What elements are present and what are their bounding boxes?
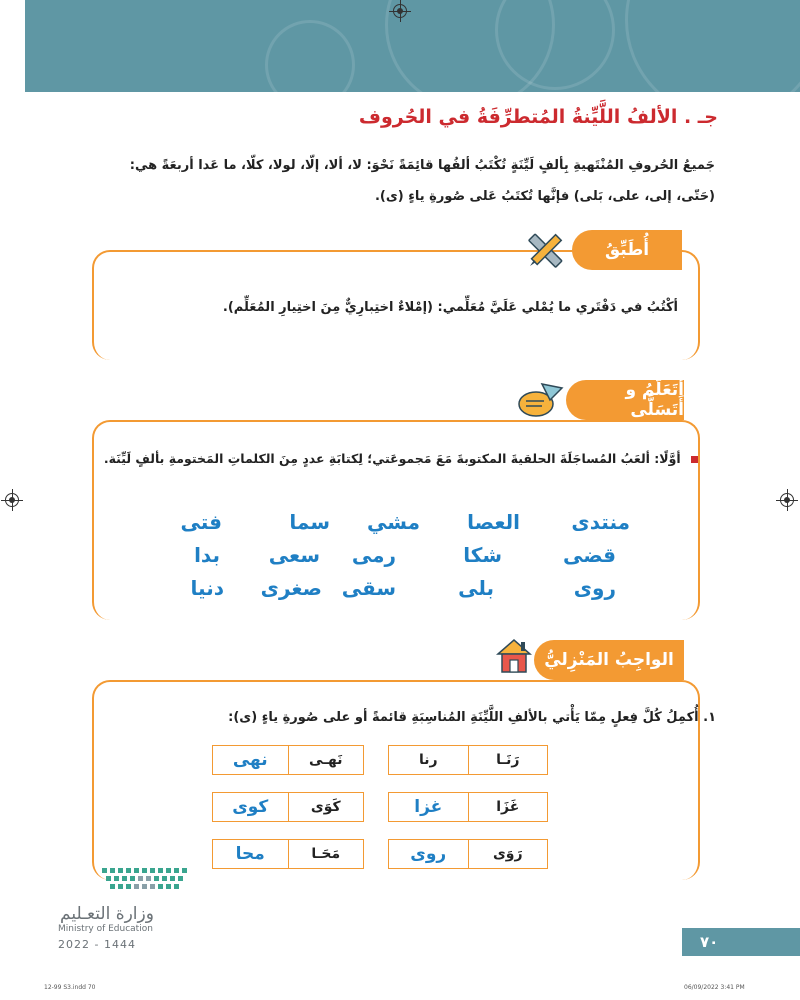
word-item: قضى [562, 543, 616, 567]
word-item: دنيا [190, 576, 224, 600]
word-item: منتدى [571, 510, 630, 534]
edition-year: 2022 - 1444 [58, 938, 136, 951]
word-item: رمى [351, 543, 396, 567]
registration-mark-left [5, 493, 19, 507]
ministry-logo-icon [100, 866, 190, 892]
paper-plane-chat-icon [516, 380, 564, 420]
section-heading: جـ . الألفُ اللَّيِّنةُ المُتطرِّفَةُ في الحُروف [358, 106, 718, 128]
page-number-label: ٧٠ [700, 933, 719, 951]
word-grid [150, 510, 630, 605]
ministry-name-arabic: وزارة التعـليم [60, 904, 154, 924]
exercise-row [388, 792, 548, 822]
bullet-square [691, 456, 698, 463]
registration-mark-right [780, 493, 794, 507]
print-slug-file: 12-99 S3.indd 70 [44, 984, 96, 991]
page-number [682, 928, 800, 956]
exercise-row [212, 839, 364, 869]
word-item: بلى [458, 576, 494, 600]
exercise-given: مَحَـا [311, 846, 341, 862]
exercise-answer: رنا [389, 746, 469, 774]
exercise-row [388, 745, 548, 775]
word-item: فتى [180, 510, 222, 534]
exercise-given: كَوَى [310, 799, 341, 815]
exercise-answer: نهى [213, 746, 289, 774]
word-item: سعى [268, 543, 320, 567]
pencil-ruler-icon [524, 230, 566, 272]
exercise-answer: محا [213, 840, 289, 868]
word-item: روى [573, 576, 616, 600]
exercise-given: نَهـى [309, 752, 343, 768]
registration-mark-top [393, 4, 407, 18]
learn-play-instruction-text: أوَّلًا: ألعَبُ المُساجَلَةَ الحلقيةَ المكتوبةَ مَعَ مَجموعَتي؛ لِكتابَةِ عددٍ مِنَ الكلماتِ المَختومةِ بألفٍ لَيِّنَة. [103, 451, 681, 466]
rule-paragraph: جَميعُ الحُروفِ المُنْتَهيةِ بِألفٍ لَيِّنَةٍ تُكْتَبُ ألفُها قائِمَةً نَحْوَ: لا، ألا، إلّا، لولا، كلّا، ما عَدا أربعَةً هي: (حَتّى، إلى، على، بَلى) فإنَّها تُكتَبُ عَلى صُورةِ ياءٍ (ى). [129, 158, 715, 204]
exercise-answer: روى [389, 840, 469, 868]
homework-banner-label: الواجِبُ المَنْزِليُّ [544, 650, 674, 670]
word-item: شكا [463, 543, 502, 567]
word-item: بدا [194, 543, 220, 567]
exercise-row [388, 839, 548, 869]
word-item: سما [289, 510, 330, 534]
word-item: مشي [367, 510, 420, 534]
word-item: سقى [341, 576, 396, 600]
word-item: العصا [467, 510, 520, 534]
practice-banner [572, 230, 682, 270]
top-decorative-band [25, 0, 800, 92]
exercise-given: غَزَا [496, 799, 520, 815]
practice-banner-label: أُطَبِّقُ [604, 240, 650, 260]
house-icon [494, 636, 534, 676]
homework-banner [534, 640, 684, 680]
learn-play-banner [566, 380, 684, 420]
exercise-answer: غزا [389, 793, 469, 821]
homework-instruction: ١. أُكمِلُ كُلَّ فِعلٍ مِمّا يَأْتي بالألفِ اللَّيِّنَةِ المُناسِبَةِ قائمةً أو على صُورةِ ياءٍ (ى): [228, 710, 716, 725]
learn-play-instruction [104, 451, 698, 466]
ministry-name-english: Ministry of Education [58, 924, 153, 934]
print-slug-date: 06/09/2022 3:41 PM [684, 984, 745, 991]
exercise-given: رَوَى [492, 846, 523, 862]
exercise-answer: كوى [213, 793, 289, 821]
exercise-row [212, 745, 364, 775]
word-item: صغرى [260, 576, 322, 600]
learn-play-banner-label: أَتَعَلَّمُ و أَتَسَلَّى [625, 380, 684, 420]
exercise-row [212, 792, 364, 822]
practice-text: أكْتُبُ في دَفْتَري ما يُمْلي عَلَيَّ مُعَلِّمي: (إمْلاءٌ اختِبارِيٌّ مِنَ اختِيارِ المُعَلِّم). [222, 300, 678, 315]
exercise-given: رَنَـا [496, 752, 520, 768]
